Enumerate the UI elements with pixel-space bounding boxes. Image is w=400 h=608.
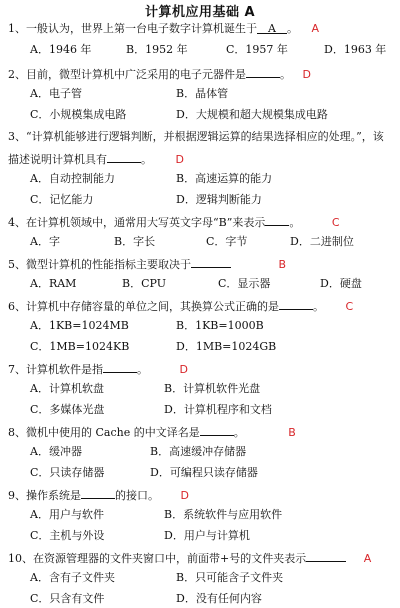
option-a: A．字 xyxy=(30,235,60,248)
option-a: A．含有子文件夹 xyxy=(30,571,115,584)
question-stem-text: 8、微机中使用的 Cache 的中文译名是 xyxy=(8,426,200,439)
question-stem-end: 。 xyxy=(280,68,291,81)
option-a: A．缓冲器 xyxy=(30,445,82,458)
answer-blank xyxy=(107,151,141,163)
question-stem-text: 6、计算机中存储容量的单位之间，其换算公式正确的是 xyxy=(8,300,279,313)
option-c: C．只读存储器 xyxy=(30,466,105,479)
answer-blank xyxy=(306,550,346,562)
option-b: B．高速缓冲存储器 xyxy=(150,445,247,458)
answer-blank xyxy=(191,256,231,268)
answer-blank xyxy=(246,66,280,78)
option-b: B．高速运算的能力 xyxy=(176,172,273,185)
question-stem-end: 。 xyxy=(141,153,152,166)
option-b: B．1952 年 xyxy=(126,43,188,56)
option-d: D．逻辑判断能力 xyxy=(176,193,262,206)
answer-key: B xyxy=(288,426,296,439)
question-6-stem xyxy=(8,298,353,314)
option-c: C．主机与外设 xyxy=(30,529,105,542)
option-b: B．字长 xyxy=(114,235,156,248)
option-d: D．1MB=1024GB xyxy=(176,340,277,353)
option-c: C．多媒体光盘 xyxy=(30,403,105,416)
question-1-stem xyxy=(8,22,319,36)
option-a: A．1946 年 xyxy=(30,43,92,56)
answer-key: C xyxy=(331,216,340,229)
question-8-stem xyxy=(8,424,296,440)
option-a: A．电子管 xyxy=(30,87,82,100)
option-b: B．晶体管 xyxy=(176,87,229,100)
question-stem-text: 5、微型计算机的性能指标主要取决于 xyxy=(8,258,191,271)
question-stem-text-2: 描述说明计算机具有 xyxy=(8,153,107,166)
question-stem-end: 。 xyxy=(137,363,148,376)
question-9-stem xyxy=(8,487,189,503)
answer-key: A xyxy=(311,22,320,35)
option-b: B．CPU xyxy=(122,277,166,290)
blank-fill-text: A xyxy=(268,22,276,35)
answer-key: D xyxy=(302,68,311,81)
answer-blank xyxy=(200,424,234,436)
option-d: D．大规模和超大规模集成电路 xyxy=(176,108,328,121)
question-2-stem xyxy=(8,66,311,82)
option-c: C．只含有文件 xyxy=(30,592,105,605)
answer-blank xyxy=(257,22,287,34)
option-b: B．只可能含子文件夹 xyxy=(176,571,284,584)
answer-blank xyxy=(81,487,115,499)
option-d: D．二进制位 xyxy=(290,235,354,248)
question-stem-text: 2、目前，微型计算机中广泛采用的电子元器件是 xyxy=(8,68,246,81)
option-c: C．显示器 xyxy=(218,277,271,290)
option-d: D．可编程只读存储器 xyxy=(150,466,258,479)
option-c: C．1MB=1024KB xyxy=(30,340,130,353)
option-d: D．用户与计算机 xyxy=(164,529,250,542)
question-stem-text: 7、计算机软件是指 xyxy=(8,363,103,376)
option-d: D．没有任何内容 xyxy=(176,592,262,605)
answer-blank xyxy=(103,361,137,373)
question-7-stem xyxy=(8,361,188,377)
question-stem-text: 3、“计算机能够进行逻辑判断，并根据逻辑运算的结果选择相应的处理。”，该 xyxy=(8,130,384,143)
answer-key: C xyxy=(345,300,354,313)
answer-blank xyxy=(279,298,313,310)
question-3-stem xyxy=(8,130,384,144)
option-d: D．硬盘 xyxy=(320,277,362,290)
page-title: 计算机应用基础 A xyxy=(144,5,256,20)
question-stem-text: 4、在计算机领域中，通常用大写英文字母“B”来表示 xyxy=(8,216,266,229)
option-c: C．字节 xyxy=(206,235,248,248)
question-stem-end: 。 xyxy=(287,22,298,35)
option-a: A．RAM xyxy=(30,277,77,290)
option-a: A．1KB=1024MB xyxy=(30,319,129,332)
option-c: C．记忆能力 xyxy=(30,193,94,206)
question-5-stem xyxy=(8,256,286,272)
question-stem-end: 。 xyxy=(233,426,245,439)
question-stem-end: 。 xyxy=(289,216,301,229)
question-stem-text: 9、操作系统是 xyxy=(8,489,81,502)
option-b: B．1KB=1000B xyxy=(176,319,264,332)
option-a: A．用户与软件 xyxy=(30,508,104,521)
answer-key: D xyxy=(180,489,189,502)
option-b: B．计算机软件光盘 xyxy=(164,382,261,395)
option-a: A．自动控制能力 xyxy=(30,172,115,185)
question-10-stem xyxy=(8,550,371,566)
question-stem-text: 1、一般认为，世界上第一台电子数字计算机诞生于 xyxy=(8,22,257,35)
answer-key: B xyxy=(278,258,287,271)
option-b: B．系统软件与应用软件 xyxy=(164,508,283,521)
option-c: C．小规模集成电路 xyxy=(30,108,127,121)
question-stem-text: 10、在资源管理器的文件夹窗口中，前面带+号的文件夹表示 xyxy=(8,552,307,565)
answer-blank xyxy=(265,214,289,226)
option-d: D．计算机程序和文档 xyxy=(164,403,272,416)
option-a: A．计算机软盘 xyxy=(30,382,104,395)
option-d: D．1963 年 xyxy=(324,43,387,56)
question-stem-end: 。 xyxy=(313,300,324,313)
answer-key: A xyxy=(363,552,372,565)
option-c: C．1957 年 xyxy=(226,43,288,56)
question-3-stem-cont xyxy=(8,151,184,167)
answer-key: D xyxy=(179,363,188,376)
answer-key: D xyxy=(175,153,184,166)
question-4-stem xyxy=(8,214,340,230)
question-stem-end: 的接口。 xyxy=(115,489,159,502)
